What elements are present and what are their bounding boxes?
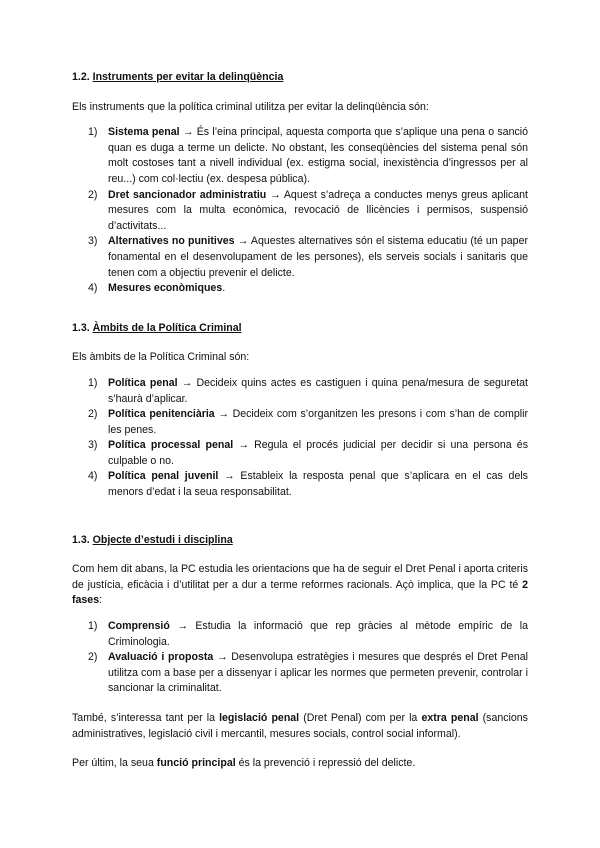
list-text: → Aquest s’adreça a conductes menys greus aplicant mesures com la multa econòmica, revocació de llicències i permisos, suspensió d’activitats... (108, 188, 528, 232)
numbered-list (72, 125, 528, 297)
list-text: → Aquestes alternatives són el sistema educatiu (té un paper fonamental en el desenvolupament de les persones), els serveis socials i sanitaris que tenen com a objectiu prevenir el delicte. (108, 235, 528, 279)
list-number: 1) (88, 376, 98, 389)
list-term: Política processal penal (108, 439, 234, 452)
list-item (72, 469, 528, 500)
paragraph: Els àmbits de la Política Criminal són: (72, 351, 250, 364)
list-text: → Estableix la resposta penal que s’aplicara en el cas dels menors d’edat i la seua responsabilitat. (108, 470, 528, 499)
section-title: Objecte d’estudi i disciplina (92, 533, 233, 546)
list-term: Sistema penal (108, 126, 180, 139)
text-run: Per últim, la seua (72, 757, 157, 770)
section-number: 1.3. (72, 321, 90, 334)
text-run: : (99, 594, 103, 607)
list-item (72, 407, 528, 438)
section-number: 1.2. (72, 71, 90, 83)
paragraph (72, 562, 528, 609)
section-heading-objecte (72, 533, 528, 549)
list-number: 4) (88, 282, 98, 295)
text-run: Com hem dit abans, la PC estudia les orientacions que ha de seguir el Dret Penal i aporta criteris de justícia, eficàcia i d’utilitat per a dur a terme reformes racionals. Açò implica, que la PC té (72, 563, 528, 591)
section-number: 1.3. (72, 533, 90, 546)
list-term: Política penal juvenil (108, 470, 219, 483)
list-item (72, 438, 528, 469)
list-number: 1) (88, 126, 98, 139)
text-run: (Dret Penal) com per la (299, 712, 422, 724)
list-term: Avaluació i proposta (108, 651, 214, 664)
bold-text: legislació penal (219, 712, 300, 724)
section-heading-ambits (72, 321, 528, 337)
list-item (72, 234, 528, 281)
bold-text: funció principal (156, 757, 236, 770)
section-heading-instruments (72, 70, 528, 86)
list-number: 2) (88, 651, 98, 664)
list-number: 4) (88, 470, 98, 483)
list-term: Mesures econòmiques (108, 282, 223, 295)
list-item (72, 376, 528, 407)
list-term: Comprensió (108, 620, 170, 633)
list-item (72, 650, 528, 697)
numbered-list (72, 619, 528, 697)
list-text: → Decideix quins actes es castiguen i quina pena/mesura de seguretat s’haurà d’aplicar. (108, 376, 528, 405)
list-text: → Regula el procés judicial per decidir si una persona és culpable o no. (108, 439, 528, 467)
bold-text: extra penal (421, 712, 479, 724)
list-item (72, 281, 528, 297)
bold-text: 2 fases (72, 578, 528, 607)
numbered-list (72, 376, 528, 501)
list-number: 3) (88, 439, 98, 452)
list-item (72, 125, 528, 187)
list-text: → És l’eina principal, aquesta comporta que s’aplique una pena o sanció quan es duga a terme un delicte. No obstant, les conseqüències del sistema penal són molt costoses tant a nivell individual (ex. estigma social, inexistència d’ingressos per al reu...) com col·lectiu (ex. despesa pública). (108, 126, 529, 185)
list-text: → Estudia la informació que rep gràcies al mètode empíric de la Criminologia. (108, 620, 528, 648)
document-page (72, 70, 528, 772)
section-title: Instruments per evitar la delinqüència (92, 71, 284, 83)
list-term: Dret sancionador administratiu (108, 188, 267, 201)
text-run: (sancions administratives, legislació civil i mercantil, mesures socials, control social informal). (72, 712, 528, 740)
list-item (72, 188, 528, 235)
list-number: 1) (88, 620, 98, 633)
list-term: Alternatives no punitives (108, 235, 235, 248)
paragraph (72, 756, 528, 772)
list-text: → Desenvolupa estratègies i mesures que després el Dret Penal utilitza com a base per a dissenyar i aplicar les normes que permeten prevenir, controlar i sancionar la criminalitat. (108, 651, 528, 695)
list-number: 2) (88, 408, 98, 421)
list-number: 3) (88, 235, 98, 248)
list-term: Política penal (108, 376, 178, 389)
text-run: També, s’interessa tant per la (72, 712, 220, 724)
list-text: → Decideix com s’organitzen les presons i com s’han de complir les penes. (108, 408, 528, 436)
paragraph: Els instruments que la política criminal utilitza per evitar la delinqüència són: (72, 100, 429, 113)
list-term: Política penitenciària (108, 408, 215, 421)
section-title: Àmbits de la Política Criminal (92, 321, 242, 334)
paragraph (72, 711, 528, 742)
list-number: 2) (88, 188, 98, 201)
text-run: és la prevenció i repressió del delicte. (235, 757, 416, 770)
list-text: . (222, 282, 226, 295)
list-item (72, 619, 528, 650)
